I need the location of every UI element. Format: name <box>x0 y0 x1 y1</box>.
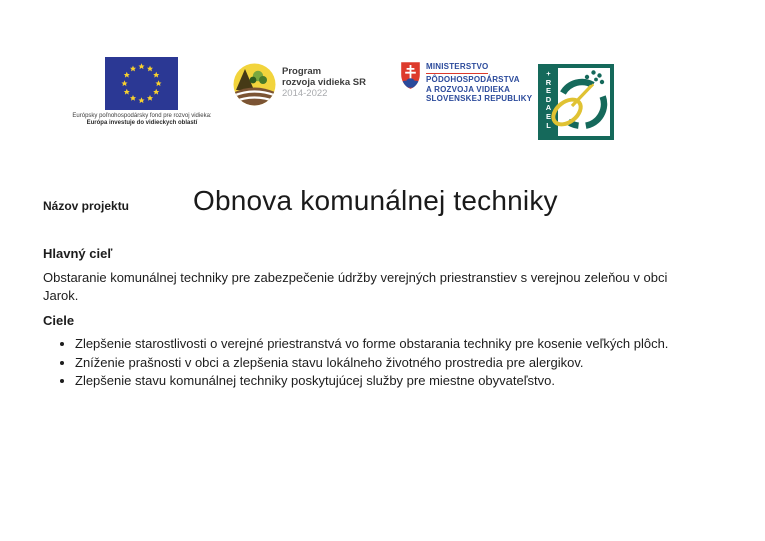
eu-flag-icon <box>105 57 178 110</box>
eu-caption-line2: Európa investuje do vidieckych oblastí <box>86 120 198 126</box>
prv-line1: Program <box>282 66 322 77</box>
ministry-logo-text <box>426 61 532 106</box>
leader-logo <box>538 64 614 140</box>
goals-heading: Ciele <box>43 313 75 328</box>
prv-landscape-icon <box>233 63 276 106</box>
document-content <box>43 184 715 391</box>
program-rozvoja-vidieka-logo <box>233 63 383 106</box>
prv-line2: rozvoja vidieka SR <box>282 77 366 88</box>
project-title-row <box>43 184 715 217</box>
main-goal-heading: Hlavný cieľ <box>43 246 113 261</box>
ministry-line2: PÔDOHOSPODÁRSTVA <box>426 75 520 85</box>
project-name-label: Názov projektu <box>43 199 130 213</box>
ministry-line4: SLOVENSKEJ REPUBLIKY <box>426 94 533 104</box>
eu-caption-line1: Európsky poľnohospodársky fond pre rozvoj vidieka: <box>72 113 212 119</box>
ministry-logo <box>400 61 560 106</box>
prv-logo-text <box>282 63 366 106</box>
ministry-line1: MINISTERSTVO <box>426 62 488 74</box>
main-goal-text: Obstaranie komunálnej techniky pre zabezpečenie údržby verejných priestranstiev s verejnou zeleňou v obci Jarok. <box>43 270 668 303</box>
goal-item: • Zlepšenie starostlivosti o verejné priestranstvá vo forme obstarania techniky pre kosenie veľkých plôch. <box>75 335 695 354</box>
goal-item: • Zníženie prašnosti v obci a zlepšenia stavu lokálneho životného prostredia pre alergikov. <box>75 354 695 373</box>
project-title: Obnova komunálnej techniky <box>193 185 558 216</box>
eu-fund-caption <box>72 113 212 127</box>
ministry-line3: A ROZVOJA VIDIEKA <box>426 84 511 94</box>
goals-list <box>43 335 695 391</box>
leader-vertical-text: + R E D A E L <box>545 69 552 130</box>
eu-flag-logo <box>72 57 212 126</box>
slovak-coat-of-arms-icon <box>400 61 421 90</box>
prv-year: 2014-2022 <box>282 88 328 99</box>
goal-item: • Zlepšenie stavu komunálnej techniky poskytujúcej služby pre miestne obyvateľstvo. <box>75 372 695 391</box>
